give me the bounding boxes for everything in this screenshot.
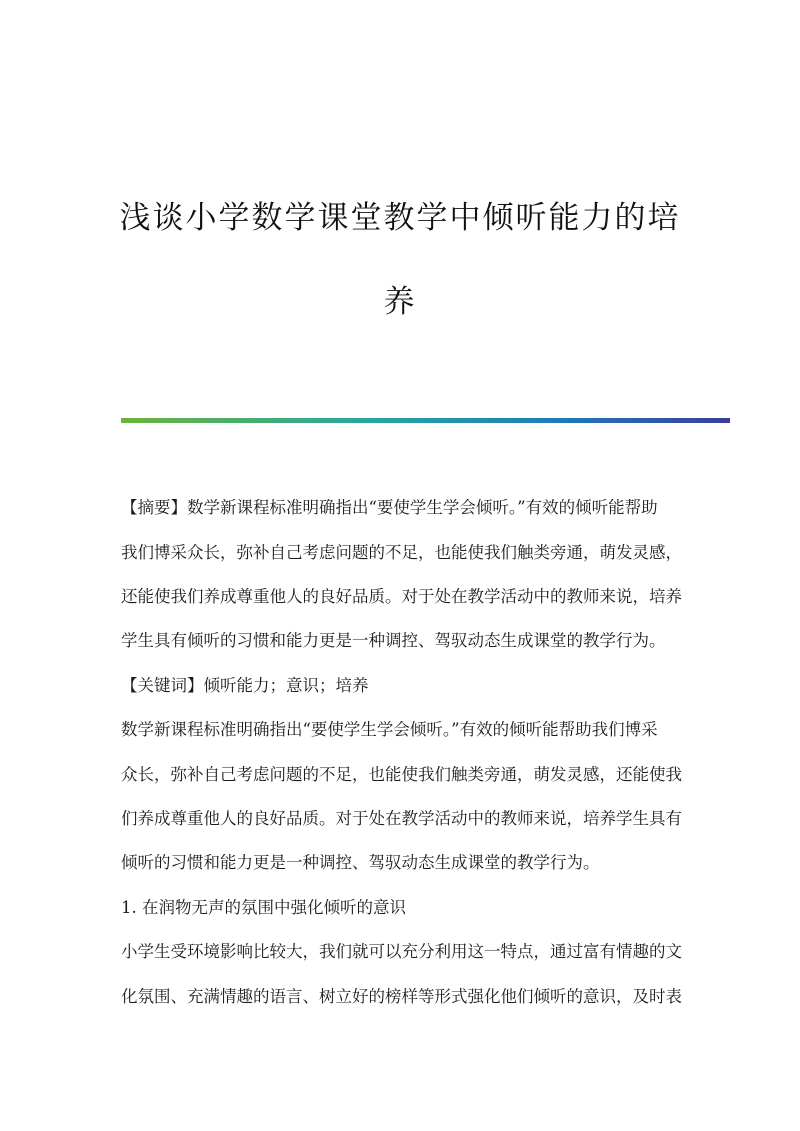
document-title-line-2: 养 xyxy=(383,284,417,320)
abstract-line: 【摘要】数学新课程标准明确指出“要使学生学会倾听。”有效的倾听能帮助 xyxy=(121,498,658,517)
body-line: 化氛围、充满情趣的语言、树立好的榜样等形式强化他们倾听的意识，及时表 xyxy=(121,987,682,1006)
abstract-line: 学生具有倾听的习惯和能力更是一种调控、驾驭动态生成课堂的教学行为。 xyxy=(121,631,666,650)
body-line: 小学生受环境影响比较大，我们就可以充分利用这一特点，通过富有情趣的文 xyxy=(121,942,682,961)
abstract-line: 还能使我们养成尊重他人的良好品质。对于处在教学活动中的教师来说，培养 xyxy=(121,587,682,606)
abstract-line: 我们博采众长，弥补自己考虑问题的不足，也能使我们触类旁通，萌发灵感， xyxy=(121,543,682,562)
body-line: 众长，弥补自己考虑问题的不足，也能使我们触类旁通，萌发灵感，还能使我 xyxy=(121,765,682,784)
body-line: 们养成尊重他人的良好品质。对于处在教学活动中的教师来说，培养学生具有 xyxy=(121,809,682,828)
body-line: 数学新课程标准明确指出“要使学生学会倾听。”有效的倾听能帮助我们博采 xyxy=(121,720,658,739)
section-heading: 1. 在润物无声的氛围中强化倾听的意识 xyxy=(121,898,406,917)
keywords-line: 【关键词】倾听能力；意识；培养 xyxy=(121,676,369,695)
document-title-line-1: 浅谈小学数学课堂教学中倾听能力的培 xyxy=(119,200,681,236)
title-divider xyxy=(121,418,730,423)
body-line: 倾听的习惯和能力更是一种调控、驾驭动态生成课堂的教学行为。 xyxy=(121,853,600,872)
